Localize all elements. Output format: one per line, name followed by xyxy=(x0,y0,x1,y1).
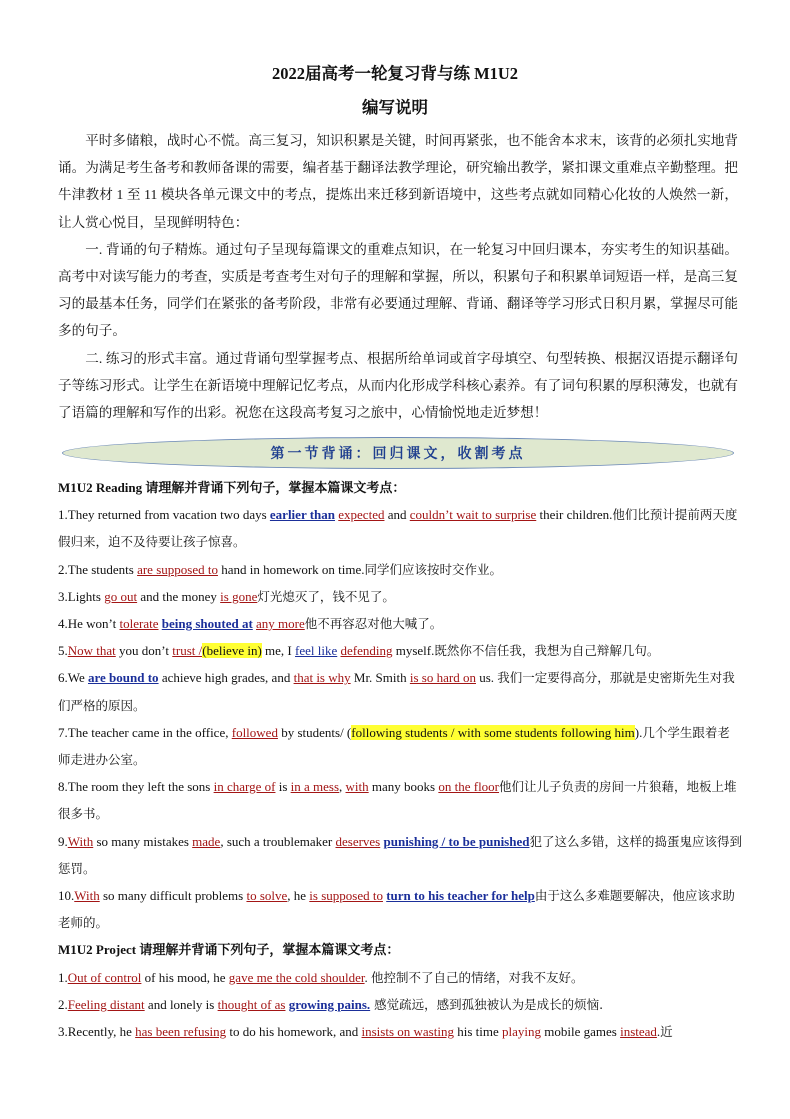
sentence-text: 5. xyxy=(58,643,68,659)
project-sentence-list xyxy=(58,964,742,1046)
sentence-text: his time xyxy=(453,1024,503,1040)
key-phrase: go out xyxy=(104,588,138,604)
key-phrase: followed xyxy=(231,724,278,740)
section-banner xyxy=(62,437,734,469)
key-phrase: are supposed to xyxy=(137,561,218,577)
chinese-translation: 既然你不信任我，我想为自己辩解几句。 xyxy=(434,643,660,659)
key-phrase: to solve xyxy=(246,888,288,904)
sentence-text: 9. xyxy=(58,833,68,849)
reading-sentence-list xyxy=(58,501,742,936)
sentence-text: myself. xyxy=(392,643,435,659)
key-phrase: couldn’t wait to surprise xyxy=(409,507,537,523)
bold-key-phrase: are bound to xyxy=(88,670,159,686)
key-phrase: with xyxy=(345,779,369,795)
key-phrase: With xyxy=(74,888,100,904)
chinese-translation: 他不再容忍对他大喊了。 xyxy=(304,616,443,632)
exercise-body xyxy=(58,474,742,1045)
key-phrase: is gone xyxy=(220,588,258,604)
sentence-text: us. xyxy=(475,670,498,686)
sentence-text: by students/ ( xyxy=(277,724,352,740)
sentence-text: 3.Recently, he xyxy=(58,1024,136,1040)
key-phrase: that is why xyxy=(293,670,351,686)
document-subtitle: 编写说明 xyxy=(362,98,428,117)
sentence-text: , such a troublemaker xyxy=(220,833,336,849)
key-phrase: Now that xyxy=(67,643,116,659)
key-phrase: in charge of xyxy=(213,779,276,795)
sentence-text: is xyxy=(275,779,291,795)
key-phrase: thought of as xyxy=(217,996,286,1012)
reading-sentence xyxy=(58,556,742,583)
sentence-text: and lonely is xyxy=(144,996,218,1012)
sentence-text: achieve high grades, and xyxy=(158,670,294,686)
reading-section-header: M1U2 Reading 请理解并背诵下列句子，掌握本篇课文考点： xyxy=(58,480,406,495)
sentence-text: many books xyxy=(368,779,439,795)
key-phrase: deserves xyxy=(335,833,381,849)
sentence-text: their children. xyxy=(536,507,613,523)
document-title: 2022届高考一轮复习背与练 M1U2 xyxy=(271,64,519,83)
sentence-text: 1. xyxy=(58,969,68,985)
key-phrase: in a mess xyxy=(290,779,340,795)
sentence-text: so many mistakes xyxy=(93,833,193,849)
sentence-text: . xyxy=(364,969,372,985)
key-phrase: on the floor xyxy=(438,779,500,795)
chinese-translation: 同学们应该按时交作业。 xyxy=(364,561,503,577)
sentence-text: 4.He won’t xyxy=(58,616,120,632)
sentence-text: 8.The room they left the sons xyxy=(58,779,214,795)
reading-sentence xyxy=(58,719,742,773)
chinese-translation: 几个学生跟着老师走进办公室。 xyxy=(58,724,730,768)
chinese-translation: 犯了这么多错，这样的捣蛋鬼应该得到惩罚。 xyxy=(58,833,742,876)
reading-sentence xyxy=(58,773,742,827)
sentence-text: and xyxy=(384,507,410,523)
highlighted-phrase: (believe in) xyxy=(202,643,262,659)
chinese-translation: 我们一定要得高分，那就是史密斯先生对我们严格的原因。 xyxy=(58,670,735,713)
sentence-text: and the money xyxy=(137,588,221,604)
key-phrase: expected xyxy=(338,507,385,523)
intro-paragraph: 平时多储粮，战时心不慌。高三复习，知识积累是关键，时间再紧张，也不能舍本求末，该背的必须扎实地背诵。为满足考生备考和教师备课的需要，编者基于翻译法教学理论，研究输出教学，紧扣课文重难点辛勤整理。把牛津教材 1 至 11 模块各单元课文中的考点，提炼出来迁移到新语境中，这些考点就如同精心化妆的人焕然一新，让人赏心悦目，呈现鲜明特色： xyxy=(58,133,738,230)
sentence-text: 2.The students xyxy=(58,561,138,577)
project-sentence xyxy=(58,991,742,1018)
key-phrase: Feeling distant xyxy=(67,996,145,1012)
key-phrase: gave me the cold shoulder xyxy=(228,969,365,985)
bold-key-phrase: turn to his teacher for help xyxy=(386,888,535,904)
intro-paragraph: 二. 练习的形式丰富。通过背诵句型掌握考点、根据所给单词或首字母填空、句型转换、根据汉语提示翻译句子等练习形式。让学生在新语境中理解记忆考点，从而内化形成学科核心素养。有了词句积累的厚积薄发，也就有了语篇的理解和写作的出彩。祝您在这段高考复习之旅中，心情愉悦地走近梦想！ xyxy=(58,350,738,421)
project-section-header: M1U2 Project 请理解并背诵下列句子，掌握本篇课文考点： xyxy=(58,942,400,958)
chinese-translation: 灯光熄灭了，钱不见了。 xyxy=(257,588,395,604)
chinese-translation: 近 xyxy=(660,1024,673,1040)
key-phrase: With xyxy=(67,833,94,849)
sentence-text: me, I xyxy=(261,643,296,659)
key-phrase: has been refusing xyxy=(135,1024,227,1040)
sentence-text: , xyxy=(339,779,346,795)
chinese-translation: 由于这么多难题要解决，他应该求助老师的。 xyxy=(58,888,735,931)
sentence-text: to do his homework, and xyxy=(226,1024,362,1040)
intro-paragraph: 一. 背诵的句子精炼。通过句子呈现每篇课文的重难点知识，在一轮复习中回归课本，夯实考生的知识基础。高考中对读写能力的考查，实质是考查考生对句子的理解和掌握，所以，积累句子和积累单词短语一样，是高三复习的最基本任务，同学们在紧张的备考阶段，非常有必要通过理解、背诵、翻译等学习形式日积月累，掌握尽可能多的句子。 xyxy=(58,241,738,339)
reading-sentence xyxy=(58,882,742,936)
sentence-text: so many difficult problems xyxy=(99,888,247,904)
project-sentence xyxy=(58,964,742,991)
bold-key-phrase: feel like xyxy=(295,643,338,659)
bold-key-phrase: being shouted at xyxy=(161,616,253,632)
sentence-text: 3.Lights xyxy=(58,588,105,604)
sentence-text: 7.The teacher came in the office, xyxy=(58,724,232,740)
key-phrase: is supposed to xyxy=(309,888,383,904)
intro-section xyxy=(58,127,738,426)
key-phrase: defending xyxy=(340,643,393,659)
sentence-text: you don’t xyxy=(115,643,173,659)
reading-sentence xyxy=(58,828,742,882)
chinese-translation: 他们让儿子负责的房间一片狼藉，地板上堆很多书。 xyxy=(58,779,737,822)
sentence-text: mobile games xyxy=(541,1024,621,1040)
reading-sentence xyxy=(58,610,742,637)
section-banner-text: 第一节背诵：回归课文，收割考点 xyxy=(270,446,526,462)
sentence-text: 1.They returned from vacation two days xyxy=(58,507,270,523)
sentence-text: , he xyxy=(287,888,310,904)
sentence-text: 2. xyxy=(58,996,68,1012)
reading-sentence xyxy=(58,501,742,555)
sentence-text: hand in homework on time. xyxy=(217,561,365,577)
key-phrase: is so hard on xyxy=(409,670,476,686)
bold-key-phrase: punishing / to be punished xyxy=(383,833,530,849)
sentence-text: of his mood, he xyxy=(141,969,229,985)
sentence-text: ). xyxy=(634,724,643,740)
chinese-translation: 感觉疏远，感到孤独被认为是成长的烦恼. xyxy=(370,996,604,1012)
reading-sentence xyxy=(58,583,742,610)
key-phrase: any more xyxy=(256,616,305,632)
reading-sentence xyxy=(58,664,742,718)
key-phrase: tolerate xyxy=(119,616,159,632)
key-phrase: Out of control xyxy=(67,969,142,985)
key-phrase: made xyxy=(192,833,221,849)
bold-key-phrase: earlier than xyxy=(269,507,336,523)
project-sentence xyxy=(58,1018,742,1045)
reading-sentence xyxy=(58,637,742,664)
sentence-text: Mr. Smith xyxy=(350,670,410,686)
sentence-text: . xyxy=(656,1024,661,1040)
sentence-text: 6.We xyxy=(58,670,88,686)
chinese-translation: 他们比预计提前两天度假归来，迫不及待要让孩子惊喜。 xyxy=(58,507,738,550)
chinese-translation: 他控制不了自己的情绪，对我不友好。 xyxy=(371,969,584,985)
key-phrase: trust / xyxy=(172,643,203,659)
highlighted-phrase: following students / with some students following him xyxy=(351,724,635,740)
key-phrase: instead xyxy=(620,1024,657,1040)
key-phrase: insists on wasting xyxy=(361,1024,454,1040)
bold-key-phrase: growing pains. xyxy=(288,996,371,1012)
key-word: playing xyxy=(502,1024,542,1040)
sentence-text: 10. xyxy=(58,888,75,904)
